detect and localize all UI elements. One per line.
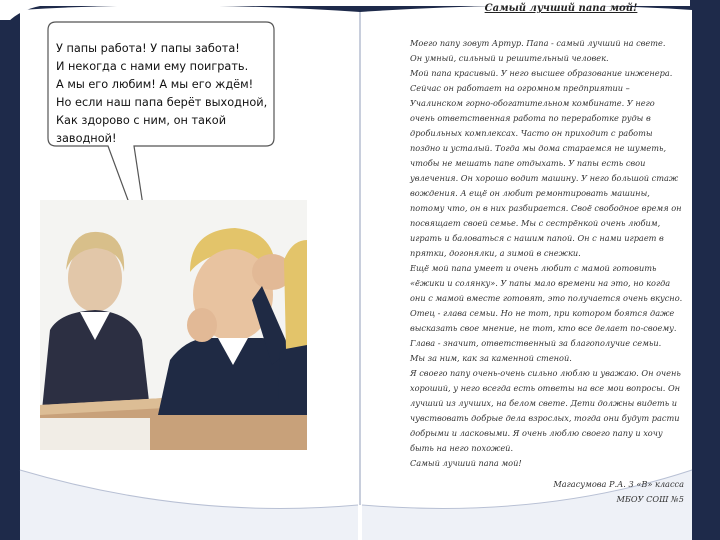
- essay-line: Я своего папу очень-очень сильно люблю и уважаю. Он очень: [410, 368, 681, 378]
- essay-line: Сейчас он работает на огромном предприятии –: [410, 83, 630, 93]
- essay-line: Моего папу зовут Артур. Папа - самый лучший на свете.: [410, 38, 666, 48]
- essay-line: Мы за ним, как за каменной стеной.: [410, 353, 572, 363]
- essay-line: очень ответственная работа по переработке руды в: [410, 113, 651, 123]
- essay-line: высказать свое мнение, не тот, кто все делает по-своему.: [410, 323, 677, 333]
- essay-line: Он умный, сильный и решительный человек.: [410, 53, 609, 63]
- page-title: Самый лучший папа мой!: [484, 3, 638, 14]
- bubble-line: У папы работа! У папы забота!: [56, 42, 240, 55]
- essay-line: увлечения. Он хорошо водит машину. У него большой стаж: [410, 173, 679, 183]
- essay-line: Учалинском горно-обогатительном комбинате. У него: [410, 98, 655, 108]
- essay-line: поздно и усталый. Тогда мы дома стараемся не шуметь,: [410, 143, 667, 153]
- classroom-photo: [40, 200, 307, 450]
- essay-line: Ещё мой папа умеет и очень любит с мамой готовить: [410, 263, 657, 273]
- essay-signature: [410, 477, 688, 507]
- essay-line: дробильных комплексах. Часто он приходит с работы: [410, 128, 653, 138]
- signature-school: МБОУ СОШ №5: [616, 494, 684, 504]
- speech-bubble-text: [56, 40, 266, 148]
- essay-line: добрыми и ласковыми. Я очень люблю своего папу и хочу: [410, 428, 663, 438]
- bubble-line: Как здорово с ним, он такой: [56, 114, 227, 127]
- bubble-line: Но если наш папа берёт выходной,: [56, 96, 268, 109]
- essay-line: Самый лучший папа мой!: [410, 458, 522, 468]
- essay-line: потому что, он в них разбирается. Своё свободное время он: [410, 203, 682, 213]
- signature-author: Магасумова Р.А. 3 «В» класса: [553, 479, 684, 489]
- essay-line: вождения. А ещё он любит ремонтировать машины,: [410, 188, 650, 198]
- essay-line: посвящает своей семье. Мы с сестрёнкой очень любим,: [410, 218, 661, 228]
- essay-page: [410, 2, 688, 502]
- essay-line: чувствовать добрые дела взрослых, тогда они будут расти: [410, 413, 680, 423]
- bubble-line: А мы его любим! А мы его ждём!: [56, 78, 254, 91]
- essay-line: играть и баловаться с нашим папой. Он с нами играет в: [410, 233, 664, 243]
- essay-line: прятки, догонялки, а зимой в снежки.: [410, 248, 581, 258]
- essay-line: «ёжики и солянку». У папы мало времени на это, но когда: [410, 278, 671, 288]
- essay-line: Глава - значит, ответственный за благополучие семьи.: [410, 338, 662, 348]
- essay-line: они с мамой вместе готовят, это получается очень вкусно.: [410, 293, 683, 303]
- bubble-line: И некогда с нами ему поиграть.: [56, 60, 249, 73]
- essay-line: Отец - глава семьи. Но не тот, при котором боятся даже: [410, 308, 675, 318]
- essay-line: хороший, у него всегда есть ответы на все мои вопросы. Он: [410, 383, 681, 393]
- essay-line: быть на него похожей.: [410, 443, 514, 453]
- essay-line: чтобы не мешать папе отдыхать. У папы есть свои: [410, 158, 646, 168]
- essay-line: лучший из лучших, на белом свете. Дети должны видеть и: [410, 398, 678, 408]
- essay-line: Мой папа красивый. У него высшее образование инженера.: [410, 68, 673, 78]
- essay-body: [410, 36, 688, 471]
- bubble-line: заводной!: [56, 132, 117, 145]
